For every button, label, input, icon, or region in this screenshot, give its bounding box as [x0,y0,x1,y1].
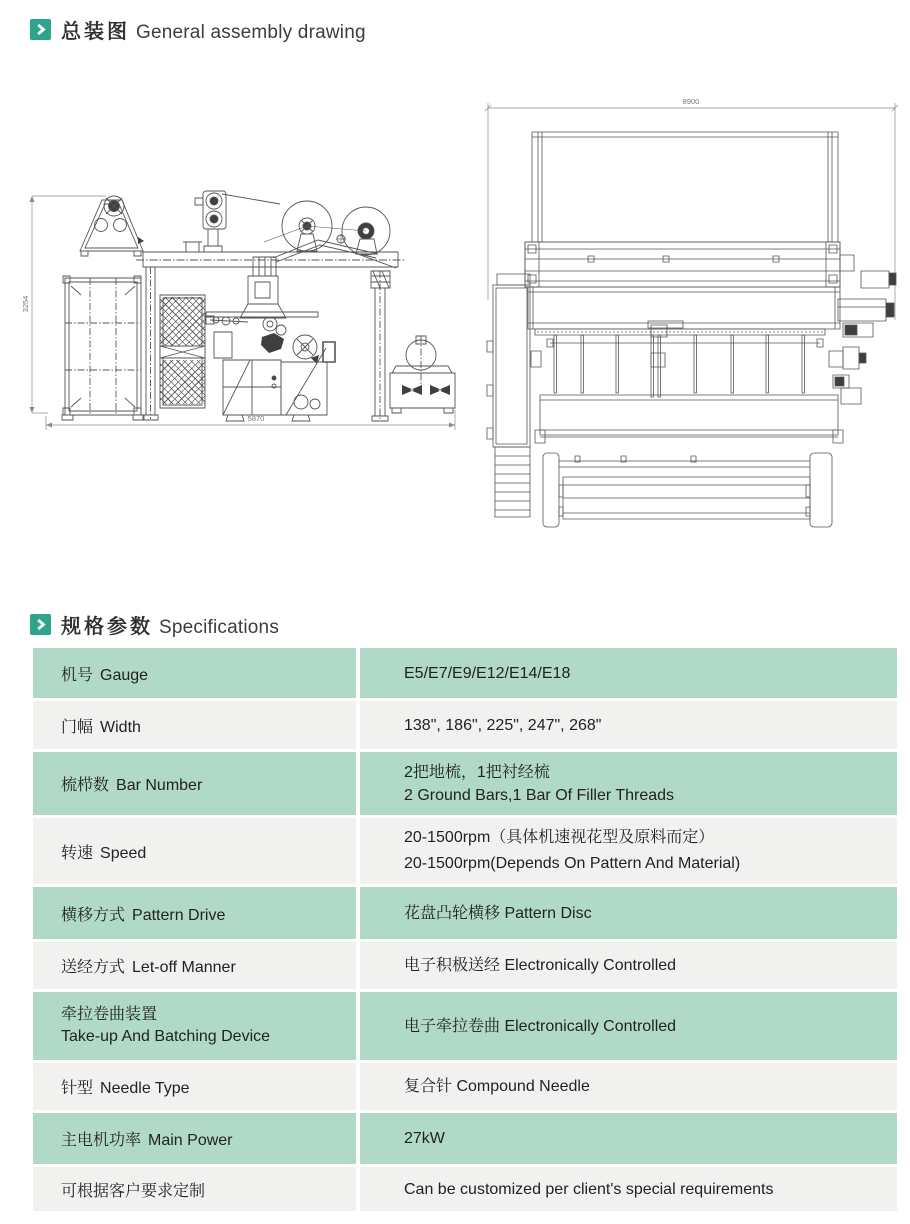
spec-label-en: Main Power [148,1132,233,1149]
spec-label [33,752,356,815]
hopper-funnel [240,257,286,318]
spec-value [360,648,897,698]
spec-label [33,942,356,989]
spec-value [360,887,897,939]
spec-label-en: Needle Type [100,1080,190,1097]
guide-bar-section [531,325,866,397]
spec-row-needle-type [33,1063,897,1110]
spec-label-zh: 横移方式 [61,906,126,924]
spec-value-line: 复合针 Compound Needle [404,1078,590,1095]
dim-3254: 3254 [21,295,30,313]
spec-value-line: Can be customized per client's special requirements [404,1180,774,1198]
section-header-specifications [30,610,279,639]
section-marker-icon [30,614,51,635]
spec-row-speed [33,818,897,884]
section-title [61,610,279,639]
spec-value [360,1167,897,1211]
chevron-right-icon [33,22,48,37]
spec-label-zh: 门幅 [61,718,94,736]
spec-value-line: 20-1500rpm（具体机速视花型及原料而定） [404,829,715,846]
spec-value-line: 27kW [404,1130,445,1147]
spec-label-en: Width [100,718,141,736]
dimension-width-front [485,97,898,320]
front-view-technical-drawing [475,85,910,560]
spec-label-en: Take-up And Batching Device [61,1028,271,1045]
spec-value-line: E5/E7/E9/E12/E14/E18 [404,664,571,682]
drive-motor-boxes [833,271,896,404]
spec-value [360,942,897,989]
spec-value-line: 2把地梳，1把衬经梳 [404,763,550,781]
spec-value [360,701,897,749]
spec-row-pattern-drive [33,887,897,939]
beam-band [525,242,854,287]
batching-drum [62,276,144,420]
spec-label [33,701,356,749]
mesh-door-lower-panel [160,360,205,404]
spec-label-zh: 转速 [61,844,94,862]
top-frame [532,132,838,242]
spec-label [33,1167,356,1211]
creel-stand [80,196,144,256]
spec-label-en: Speed [100,844,147,862]
mesh-door-upper-panel [160,297,205,346]
spec-row-width [33,701,897,749]
spec-label-en: Bar Number [116,777,203,794]
spec-label-en: Pattern Drive [132,906,226,924]
spec-row-bar-number [33,752,897,815]
spec-label [33,1113,356,1164]
section-marker-icon [30,19,51,40]
spec-label [33,887,356,939]
spec-value-line: 电子积极送经 Electronically Controlled [404,957,677,974]
spec-value [360,818,897,884]
spec-value-line: 花盘凸轮横移 Pattern Disc [404,904,592,922]
section-title-zh: 规格参数 [61,616,153,638]
spec-label-zh: 机号 [61,666,94,684]
roller-stand-unit [390,336,455,413]
dim-8900: 8900 [682,97,700,106]
spec-label-zh: 可根据客户要求定制 [61,1182,206,1200]
spec-label [33,648,356,698]
main-body [528,287,840,329]
spec-label-zh: 梳栉数 [61,777,110,794]
knitting-head-cluster [206,312,335,421]
spec-label [33,1063,356,1110]
chevron-right-icon [33,617,48,632]
section-title-en: General assembly drawing [136,22,366,43]
dimension-height [21,196,106,413]
spec-row-customization [33,1167,897,1211]
bottom-roller-assembly [543,453,832,527]
spec-value-line: 电子牵拉卷曲 Electronically Controlled [404,1017,677,1035]
spec-row-main-power [33,1113,897,1164]
spec-value [360,752,897,815]
spec-label-en: Gauge [100,666,149,684]
spec-value [360,1113,897,1164]
spec-row-gauge [33,648,897,698]
dim-5870: 5870 [247,414,265,423]
yarn-beam-circles [264,201,390,262]
spec-label [33,818,356,884]
spec-label-zh: 牵拉卷曲装置 [61,1006,158,1023]
spec-value-line: 2 Ground Bars,1 Bar Of Filler Threads [404,786,675,804]
right-column [371,271,390,421]
lower-body [535,395,843,443]
thread-spool-bracket [195,191,280,252]
left-post [143,267,158,420]
spec-label [33,992,356,1060]
spec-label-zh: 送经方式 [61,959,126,976]
spec-row-take-up [33,992,897,1060]
side-view-technical-drawing [18,90,473,440]
section-title [61,15,366,44]
spec-value-line: 138", 186", 225", 247", 268" [404,716,602,734]
spec-value [360,992,897,1060]
spec-label-en: Let-off Manner [132,959,236,976]
specifications-table [33,648,897,1214]
spec-row-let-off [33,942,897,989]
section-title-zh: 总装图 [61,21,130,43]
spec-value-line: 20-1500rpm(Depends On Pattern And Material) [404,855,741,872]
spec-label-zh: 主电机功率 [61,1132,142,1149]
section-title-en: Specifications [159,617,280,638]
spec-label-zh: 针型 [61,1080,94,1097]
control-tower [487,274,530,517]
section-header-assembly [30,15,366,44]
spec-value [360,1063,897,1110]
